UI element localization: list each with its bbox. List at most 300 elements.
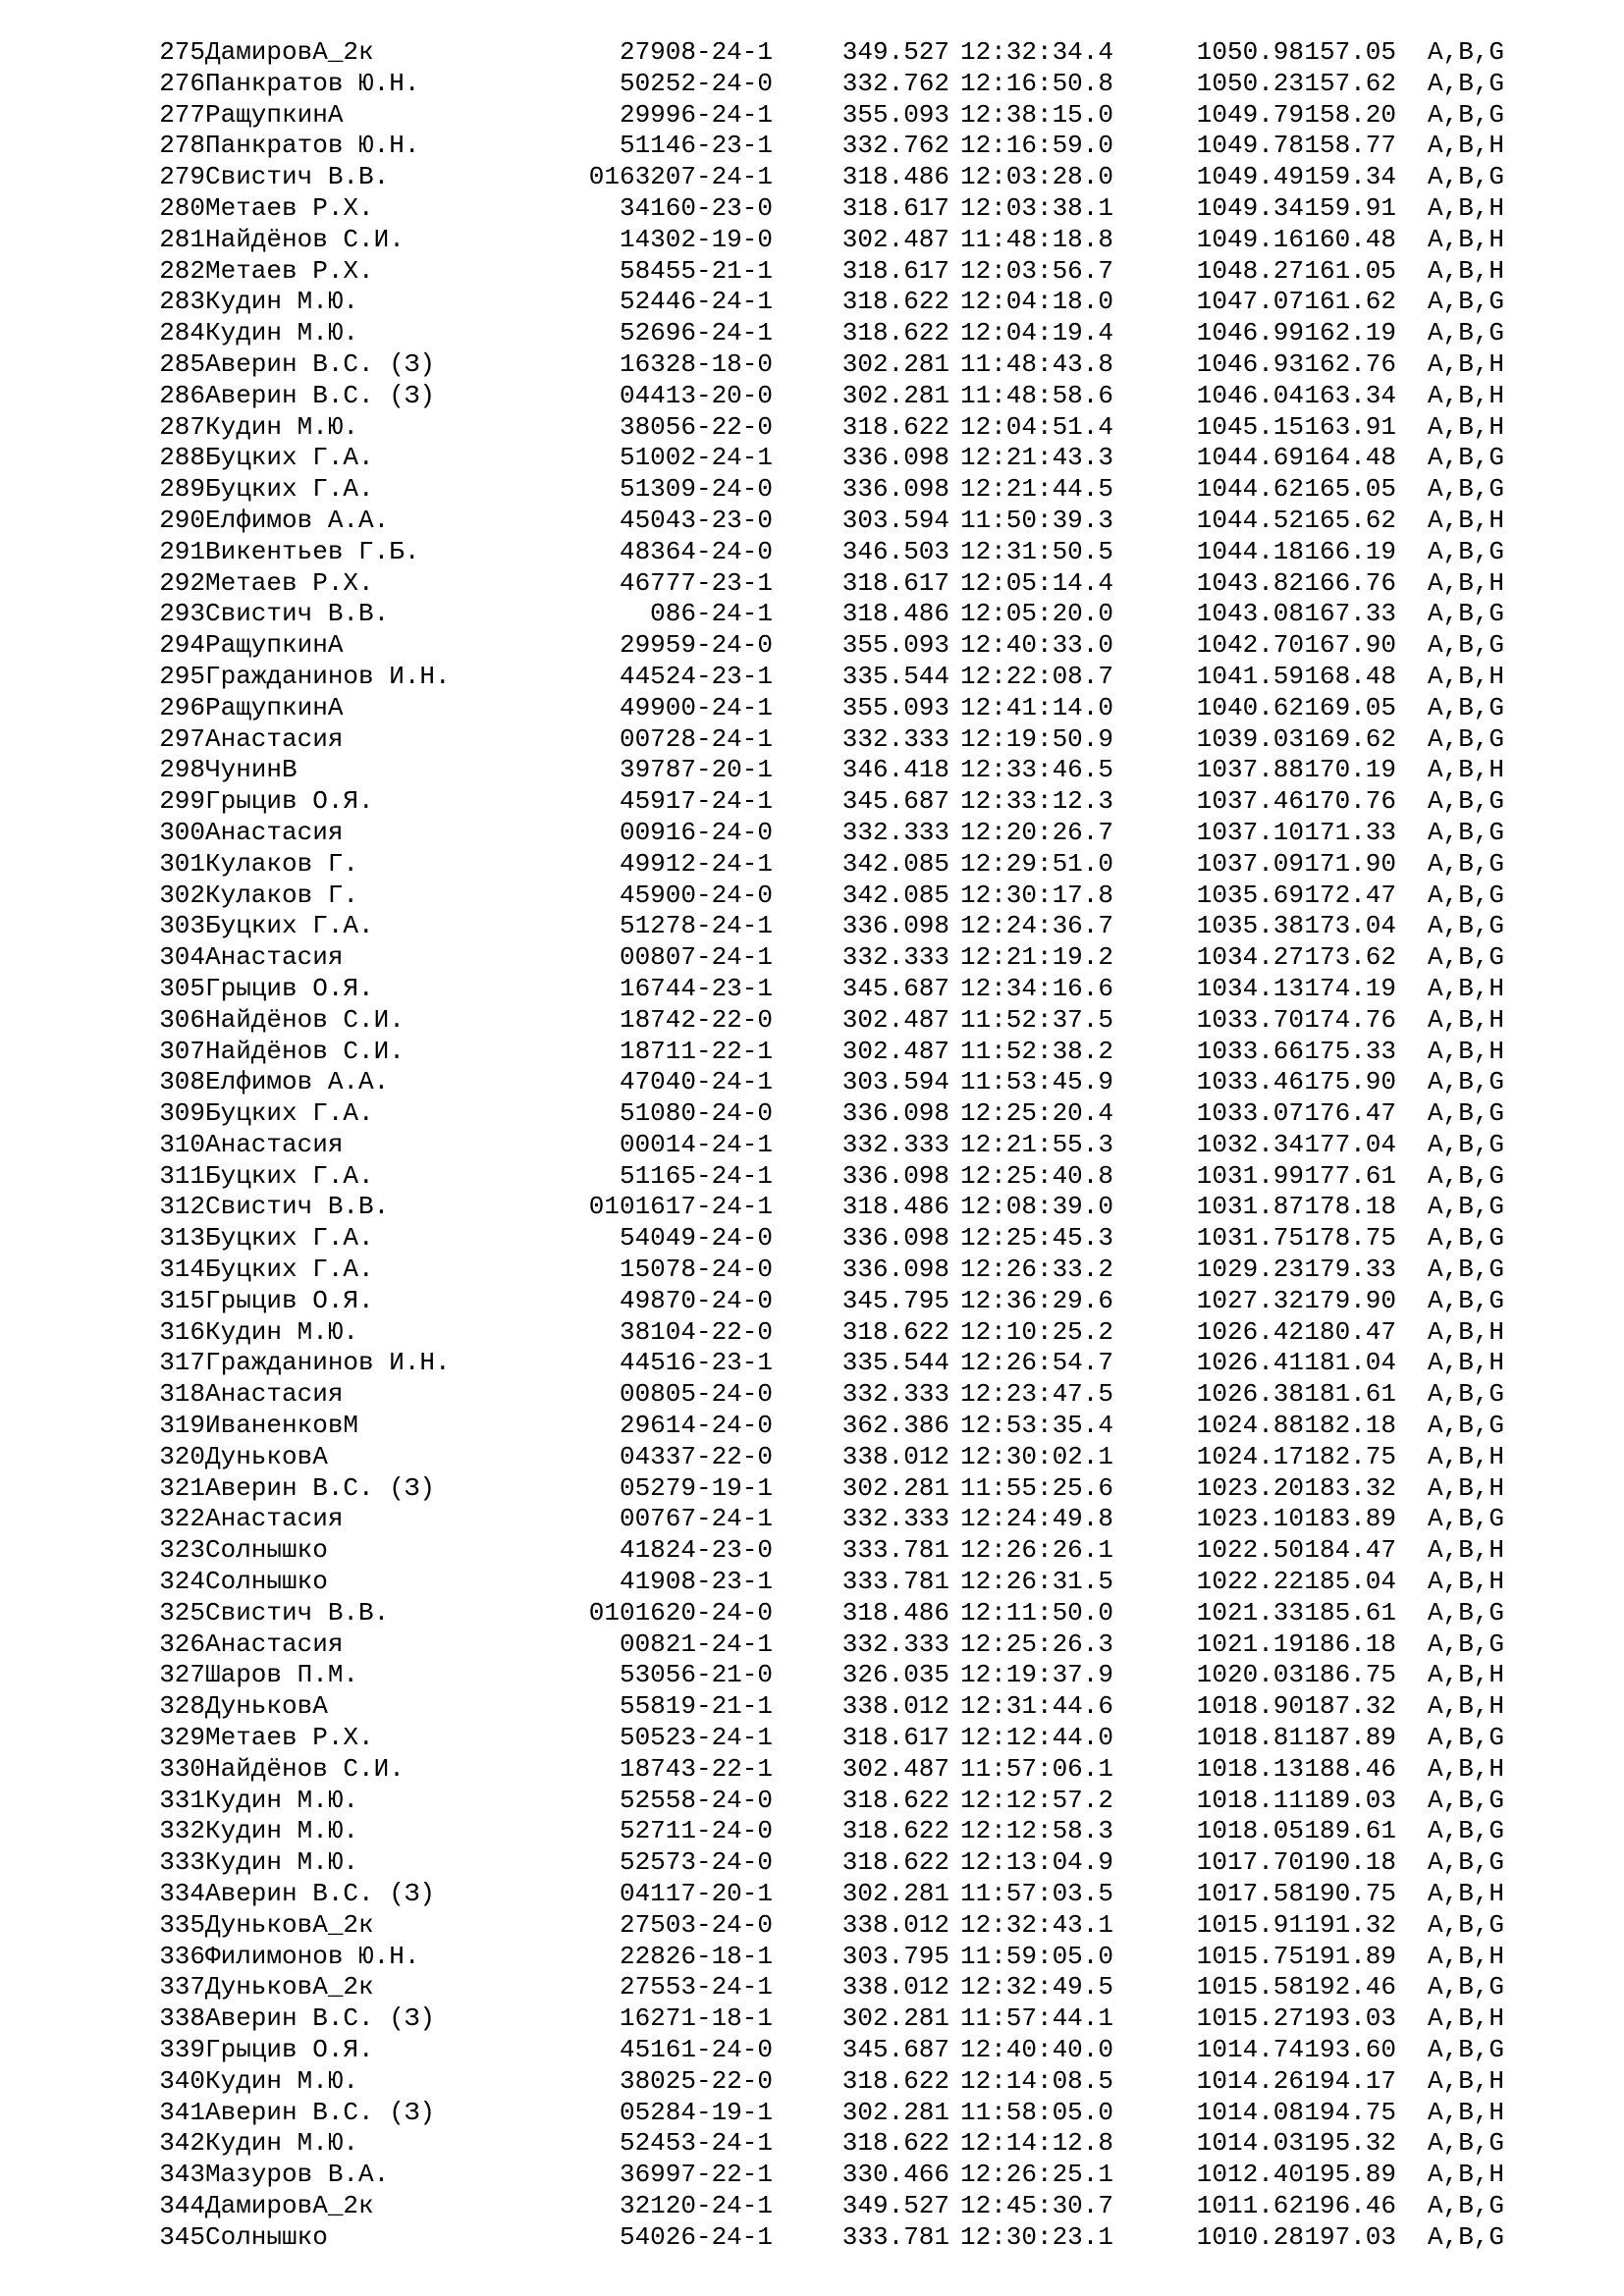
points-cell: 185.61 [1304, 1597, 1396, 1628]
ring-number-cell: 00728-24-1 [619, 723, 773, 754]
fancier-name-cell: Аверин В.С. (З) [205, 380, 436, 410]
speed-cell: 1018.90 [1196, 1691, 1304, 1722]
rank-cell: 345 [159, 2221, 205, 2252]
speed-cell: 1015.27 [1196, 2003, 1304, 2034]
ring-number-cell: 49870-24-0 [619, 1285, 773, 1315]
arrival-time-cell: 12:12:57.2 [959, 1785, 1113, 1815]
arrival-time-cell: 12:13:04.9 [959, 1847, 1113, 1878]
category-cell: A,B,G [1427, 1129, 1504, 1159]
speed-cell: 1026.42 [1196, 1316, 1304, 1347]
distance-cell: 318.486 [841, 1597, 949, 1628]
points-cell: 180.47 [1304, 1316, 1396, 1347]
points-cell: 192.46 [1304, 1972, 1396, 2002]
fancier-name-cell: Анастасия [205, 1129, 344, 1159]
distance-cell: 345.687 [841, 973, 949, 1003]
distance-cell: 330.466 [841, 2160, 949, 2190]
ring-number-cell: 04117-20-1 [619, 1879, 773, 1909]
arrival-time-cell: 12:41:14.0 [959, 692, 1113, 722]
arrival-time-cell: 12:25:26.3 [959, 1629, 1113, 1659]
category-cell: A,B,G [1427, 1597, 1504, 1628]
ring-number-cell: 38056-22-0 [619, 411, 773, 442]
ring-number-cell: 00916-24-0 [619, 817, 773, 847]
table-row [142, 1348, 1504, 1379]
speed-cell: 1023.20 [1196, 1472, 1304, 1503]
distance-cell: 355.093 [841, 99, 949, 130]
category-cell: A,B,G [1427, 318, 1504, 348]
fancier-name-cell: Кудин М.Ю. [205, 1316, 359, 1347]
rank-cell: 311 [159, 1160, 205, 1191]
category-cell: A,B,H [1427, 1316, 1504, 1347]
ring-number-cell: 45900-24-0 [619, 880, 773, 910]
arrival-time-cell: 11:53:45.9 [959, 1067, 1113, 1097]
ring-number-cell: 44516-23-1 [619, 1348, 773, 1378]
fancier-name-cell: Грыцив О.Я. [205, 2035, 374, 2064]
category-cell: A,B,G [1427, 880, 1504, 910]
table-row [142, 2128, 1504, 2160]
fancier-name-cell: Мазуров В.А. [205, 2160, 390, 2190]
table-row [142, 1972, 1504, 2003]
ring-number-cell: 0101617-24-1 [588, 1192, 773, 1222]
rank-cell: 281 [159, 224, 205, 254]
table-row [142, 2098, 1504, 2129]
points-cell: 162.19 [1304, 318, 1396, 348]
ring-number-cell: 49900-24-1 [619, 692, 773, 722]
distance-cell: 333.781 [841, 2221, 949, 2252]
points-cell: 165.62 [1304, 505, 1396, 535]
speed-cell: 1010.28 [1196, 2221, 1304, 2252]
distance-cell: 332.333 [841, 1129, 949, 1159]
arrival-time-cell: 12:22:08.7 [959, 661, 1113, 691]
points-cell: 158.20 [1304, 99, 1396, 130]
fancier-name-cell: Кудин М.Ю. [205, 287, 359, 317]
fancier-name-cell: Найдёнов С.И. [205, 1753, 405, 1784]
ring-number-cell: 52711-24-0 [619, 1816, 773, 1846]
arrival-time-cell: 12:32:43.1 [959, 1909, 1113, 1940]
speed-cell: 1035.69 [1196, 880, 1304, 910]
table-row [142, 1411, 1504, 1442]
rank-cell: 289 [159, 474, 205, 505]
distance-cell: 302.281 [841, 2003, 949, 2034]
arrival-time-cell: 12:31:50.5 [959, 536, 1113, 566]
points-cell: 166.76 [1304, 567, 1396, 598]
category-cell: A,B,G [1427, 1723, 1504, 1753]
points-cell: 175.90 [1304, 1067, 1396, 1097]
fancier-name-cell: Метаев Р.Х. [205, 255, 374, 286]
points-cell: 193.03 [1304, 2003, 1396, 2034]
speed-cell: 1037.09 [1196, 848, 1304, 879]
rank-cell: 296 [159, 692, 205, 722]
category-cell: A,B,H [1427, 1567, 1504, 1597]
arrival-time-cell: 12:04:51.4 [959, 411, 1113, 442]
points-cell: 181.04 [1304, 1348, 1396, 1378]
points-cell: 182.75 [1304, 1441, 1396, 1471]
points-cell: 157.62 [1304, 68, 1396, 98]
points-cell: 167.90 [1304, 630, 1396, 661]
speed-cell: 1032.34 [1196, 1129, 1304, 1159]
arrival-time-cell: 12:38:15.0 [959, 99, 1113, 130]
points-cell: 169.05 [1304, 692, 1396, 722]
distance-cell: 349.527 [841, 2190, 949, 2220]
points-cell: 189.03 [1304, 1785, 1396, 1815]
ring-number-cell: 51146-23-1 [619, 131, 773, 161]
speed-cell: 1022.50 [1196, 1535, 1304, 1566]
table-row [142, 1379, 1504, 1411]
category-cell: A,B,H [1427, 1535, 1504, 1566]
rank-cell: 299 [159, 786, 205, 817]
speed-cell: 1047.07 [1196, 287, 1304, 317]
category-cell: A,B,G [1427, 1255, 1504, 1285]
speed-cell: 1035.38 [1196, 911, 1304, 941]
table-row [142, 786, 1504, 818]
fancier-name-cell: Грыцив О.Я. [205, 973, 374, 1003]
fancier-name-cell: Метаев Р.Х. [205, 192, 374, 223]
category-cell: A,B,G [1427, 162, 1504, 192]
ring-number-cell: 51080-24-0 [619, 1098, 773, 1129]
distance-cell: 318.622 [841, 1847, 949, 1878]
rank-cell: 340 [159, 2065, 205, 2096]
table-row [142, 193, 1504, 225]
category-cell: A,B,H [1427, 2160, 1504, 2190]
ring-number-cell: 51278-24-1 [619, 911, 773, 941]
category-cell: A,B,G [1427, 1285, 1504, 1315]
speed-cell: 1015.58 [1196, 1972, 1304, 2002]
distance-cell: 342.085 [841, 848, 949, 879]
category-cell: A,B,G [1427, 692, 1504, 722]
category-cell: A,B,H [1427, 1036, 1504, 1066]
fancier-name-cell: Гражданинов И.Н. [205, 1348, 451, 1378]
points-cell: 173.62 [1304, 942, 1396, 973]
category-cell: A,B,G [1427, 1785, 1504, 1815]
ring-number-cell: 36997-22-1 [619, 2160, 773, 2190]
category-cell: A,B,G [1427, 1379, 1504, 1410]
category-cell: A,B,H [1427, 1348, 1504, 1378]
arrival-time-cell: 12:31:44.6 [959, 1691, 1113, 1722]
category-cell: A,B,G [1427, 911, 1504, 941]
distance-cell: 326.035 [841, 1660, 949, 1690]
points-cell: 195.32 [1304, 2128, 1396, 2159]
points-cell: 179.90 [1304, 1285, 1396, 1315]
category-cell: A,B,H [1427, 973, 1504, 1003]
table-row [142, 2222, 1504, 2254]
speed-cell: 1014.26 [1196, 2065, 1304, 2096]
table-row [142, 755, 1504, 786]
distance-cell: 345.687 [841, 2035, 949, 2064]
fancier-name-cell: Кудин М.Ю. [205, 1816, 359, 1846]
fancier-name-cell: Буцких Г.А. [205, 1160, 374, 1191]
rank-cell: 329 [159, 1723, 205, 1753]
speed-cell: 1024.17 [1196, 1441, 1304, 1471]
ring-number-cell: 39787-20-1 [619, 755, 773, 785]
table-row [142, 1067, 1504, 1098]
ring-number-cell: 16328-18-0 [619, 348, 773, 379]
points-cell: 197.03 [1304, 2221, 1396, 2252]
speed-cell: 1024.88 [1196, 1411, 1304, 1441]
points-cell: 194.75 [1304, 2097, 1396, 2127]
distance-cell: 332.762 [841, 68, 949, 98]
rank-cell: 343 [159, 2160, 205, 2190]
rank-cell: 328 [159, 1691, 205, 1722]
fancier-name-cell: Кудин М.Ю. [205, 1785, 359, 1815]
speed-cell: 1033.70 [1196, 1004, 1304, 1035]
rank-cell: 314 [159, 1255, 205, 1285]
rank-cell: 309 [159, 1098, 205, 1129]
category-cell: A,B,H [1427, 2097, 1504, 2127]
distance-cell: 333.781 [841, 1535, 949, 1566]
category-cell: A,B,G [1427, 1160, 1504, 1191]
arrival-time-cell: 11:48:58.6 [959, 380, 1113, 410]
category-cell: A,B,G [1427, 1816, 1504, 1846]
ring-number-cell: 05279-19-1 [619, 1472, 773, 1503]
points-cell: 164.48 [1304, 443, 1396, 473]
ring-number-cell: 50252-24-0 [619, 68, 773, 98]
arrival-time-cell: 12:14:08.5 [959, 2065, 1113, 2096]
arrival-time-cell: 11:59:05.0 [959, 1941, 1113, 1971]
table-row [142, 225, 1504, 256]
ring-number-cell: 00821-24-1 [619, 1629, 773, 1659]
arrival-time-cell: 12:23:47.5 [959, 1379, 1113, 1410]
ring-number-cell: 29959-24-0 [619, 630, 773, 661]
arrival-time-cell: 12:24:49.8 [959, 1504, 1113, 1534]
distance-cell: 318.486 [841, 162, 949, 192]
rank-cell: 317 [159, 1348, 205, 1378]
ring-number-cell: 086-24-1 [650, 599, 773, 629]
rank-cell: 282 [159, 255, 205, 286]
fancier-name-cell: Метаев Р.Х. [205, 1723, 374, 1753]
arrival-time-cell: 12:25:40.8 [959, 1160, 1113, 1191]
category-cell: A,B,G [1427, 2221, 1504, 2252]
category-cell: A,B,H [1427, 1472, 1504, 1503]
speed-cell: 1037.88 [1196, 755, 1304, 785]
distance-cell: 302.487 [841, 1753, 949, 1784]
category-cell: A,B,H [1427, 755, 1504, 785]
ring-number-cell: 51165-24-1 [619, 1160, 773, 1191]
table-row [142, 974, 1504, 1005]
fancier-name-cell: Буцких Г.А. [205, 474, 374, 505]
distance-cell: 318.622 [841, 318, 949, 348]
category-cell: A,B,G [1427, 443, 1504, 473]
speed-cell: 1049.79 [1196, 99, 1304, 130]
distance-cell: 318.617 [841, 192, 949, 223]
table-row [142, 1037, 1504, 1068]
points-cell: 177.04 [1304, 1129, 1396, 1159]
rank-cell: 319 [159, 1411, 205, 1441]
fancier-name-cell: Анастасия [205, 723, 344, 754]
speed-cell: 1041.59 [1196, 661, 1304, 691]
ring-number-cell: 41824-23-0 [619, 1535, 773, 1566]
arrival-time-cell: 11:52:37.5 [959, 1004, 1113, 1035]
category-cell: A,B,H [1427, 131, 1504, 161]
ring-number-cell: 14302-19-0 [619, 224, 773, 254]
ring-number-cell: 54049-24-0 [619, 1223, 773, 1254]
distance-cell: 355.093 [841, 630, 949, 661]
points-cell: 159.34 [1304, 162, 1396, 192]
category-cell: A,B,H [1427, 224, 1504, 254]
category-cell: A,B,H [1427, 1941, 1504, 1971]
arrival-time-cell: 12:05:14.4 [959, 567, 1113, 598]
category-cell: A,B,G [1427, 1504, 1504, 1534]
speed-cell: 1037.46 [1196, 786, 1304, 817]
category-cell: A,B,G [1427, 2128, 1504, 2159]
rank-cell: 276 [159, 68, 205, 98]
fancier-name-cell: Кулаков Г. [205, 848, 359, 879]
distance-cell: 318.622 [841, 1785, 949, 1815]
rank-cell: 337 [159, 1972, 205, 2002]
points-cell: 190.18 [1304, 1847, 1396, 1878]
fancier-name-cell: Буцких Г.А. [205, 1098, 374, 1129]
points-cell: 159.91 [1304, 192, 1396, 223]
rank-cell: 315 [159, 1285, 205, 1315]
ring-number-cell: 16271-18-1 [619, 2003, 773, 2034]
rank-cell: 277 [159, 99, 205, 130]
speed-cell: 1049.16 [1196, 224, 1304, 254]
arrival-time-cell: 12:32:49.5 [959, 1972, 1113, 2002]
rank-cell: 331 [159, 1785, 205, 1815]
points-cell: 169.62 [1304, 723, 1396, 754]
arrival-time-cell: 12:08:39.0 [959, 1192, 1113, 1222]
category-cell: A,B,G [1427, 287, 1504, 317]
arrival-time-cell: 11:48:43.8 [959, 348, 1113, 379]
distance-cell: 333.781 [841, 1567, 949, 1597]
speed-cell: 1039.03 [1196, 723, 1304, 754]
arrival-time-cell: 12:26:33.2 [959, 1255, 1113, 1285]
points-cell: 161.05 [1304, 255, 1396, 286]
fancier-name-cell: Викентьев Г.Б. [205, 536, 420, 566]
category-cell: A,B,G [1427, 1411, 1504, 1441]
category-cell: A,B,G [1427, 474, 1504, 505]
points-cell: 173.04 [1304, 911, 1396, 941]
fancier-name-cell: Анастасия [205, 942, 344, 973]
speed-cell: 1046.93 [1196, 348, 1304, 379]
points-cell: 191.89 [1304, 1941, 1396, 1971]
table-row [142, 599, 1504, 630]
table-row [142, 1473, 1504, 1505]
ring-number-cell: 18742-22-0 [619, 1004, 773, 1035]
category-cell: A,B,G [1427, 536, 1504, 566]
distance-cell: 336.098 [841, 443, 949, 473]
category-cell: A,B,H [1427, 1004, 1504, 1035]
table-row [142, 693, 1504, 724]
table-row [142, 1629, 1504, 1661]
distance-cell: 303.594 [841, 1067, 949, 1097]
points-cell: 175.33 [1304, 1036, 1396, 1066]
fancier-name-cell: Аверин В.С. (З) [205, 348, 436, 379]
arrival-time-cell: 12:36:29.6 [959, 1285, 1113, 1315]
speed-cell: 1029.23 [1196, 1255, 1304, 1285]
rank-cell: 287 [159, 411, 205, 442]
rank-cell: 275 [159, 37, 205, 67]
arrival-time-cell: 12:19:50.9 [959, 723, 1113, 754]
table-row [142, 381, 1504, 412]
arrival-time-cell: 11:57:44.1 [959, 2003, 1113, 2034]
arrival-time-cell: 12:24:36.7 [959, 911, 1113, 941]
arrival-time-cell: 12:04:19.4 [959, 318, 1113, 348]
points-cell: 163.34 [1304, 380, 1396, 410]
distance-cell: 302.281 [841, 380, 949, 410]
speed-cell: 1021.19 [1196, 1629, 1304, 1659]
table-row [142, 911, 1504, 942]
category-cell: A,B,G [1427, 99, 1504, 130]
table-row [142, 1567, 1504, 1598]
arrival-time-cell: 12:25:20.4 [959, 1098, 1113, 1129]
category-cell: A,B,H [1427, 1879, 1504, 1909]
speed-cell: 1018.13 [1196, 1753, 1304, 1784]
arrival-time-cell: 12:33:12.3 [959, 786, 1113, 817]
arrival-time-cell: 12:26:26.1 [959, 1535, 1113, 1566]
rank-cell: 286 [159, 380, 205, 410]
speed-cell: 1033.07 [1196, 1098, 1304, 1129]
points-cell: 195.89 [1304, 2160, 1396, 2190]
distance-cell: 318.486 [841, 1192, 949, 1222]
rank-cell: 288 [159, 443, 205, 473]
fancier-name-cell: РащупкинА [205, 630, 344, 661]
table-row [142, 1879, 1504, 1910]
points-cell: 166.19 [1304, 536, 1396, 566]
table-row [142, 256, 1504, 288]
category-cell: A,B,H [1427, 1660, 1504, 1690]
ring-number-cell: 55819-21-1 [619, 1691, 773, 1722]
ring-number-cell: 51002-24-1 [619, 443, 773, 473]
rank-cell: 292 [159, 567, 205, 598]
points-cell: 193.60 [1304, 2035, 1396, 2064]
distance-cell: 336.098 [841, 474, 949, 505]
speed-cell: 1046.99 [1196, 318, 1304, 348]
speed-cell: 1014.08 [1196, 2097, 1304, 2127]
arrival-time-cell: 12:53:35.4 [959, 1411, 1113, 1441]
speed-cell: 1048.27 [1196, 255, 1304, 286]
points-cell: 187.89 [1304, 1723, 1396, 1753]
table-row [142, 1786, 1504, 1817]
distance-cell: 318.486 [841, 599, 949, 629]
speed-cell: 1011.62 [1196, 2190, 1304, 2220]
fancier-name-cell: Елфимов А.А. [205, 1067, 390, 1097]
category-cell: A,B,G [1427, 1847, 1504, 1878]
rank-cell: 332 [159, 1816, 205, 1846]
fancier-name-cell: Грыцив О.Я. [205, 1285, 374, 1315]
distance-cell: 336.098 [841, 1160, 949, 1191]
category-cell: A,B,G [1427, 1192, 1504, 1222]
fancier-name-cell: ЧунинВ [205, 755, 298, 785]
arrival-time-cell: 12:30:02.1 [959, 1441, 1113, 1471]
fancier-name-cell: Кудин М.Ю. [205, 2128, 359, 2159]
speed-cell: 1026.38 [1196, 1379, 1304, 1410]
rank-cell: 312 [159, 1192, 205, 1222]
rank-cell: 342 [159, 2128, 205, 2159]
points-cell: 160.48 [1304, 224, 1396, 254]
speed-cell: 1043.82 [1196, 567, 1304, 598]
distance-cell: 362.386 [841, 1411, 949, 1441]
rank-cell: 344 [159, 2190, 205, 2220]
category-cell: A,B,G [1427, 786, 1504, 817]
points-cell: 183.89 [1304, 1504, 1396, 1534]
table-row [142, 2003, 1504, 2035]
category-cell: A,B,G [1427, 37, 1504, 67]
rank-cell: 304 [159, 942, 205, 973]
fancier-name-cell: Шаров П.М. [205, 1660, 359, 1690]
arrival-time-cell: 12:26:25.1 [959, 2160, 1113, 2190]
ring-number-cell: 00805-24-0 [619, 1379, 773, 1410]
arrival-time-cell: 12:21:43.3 [959, 443, 1113, 473]
fancier-name-cell: ДамировА_2к [205, 37, 374, 67]
category-cell: A,B,H [1427, 255, 1504, 286]
rank-cell: 321 [159, 1472, 205, 1503]
ring-number-cell: 52453-24-1 [619, 2128, 773, 2159]
table-row [142, 1223, 1504, 1255]
arrival-time-cell: 12:14:12.8 [959, 2128, 1113, 2159]
arrival-time-cell: 12:21:44.5 [959, 474, 1113, 505]
speed-cell: 1043.08 [1196, 599, 1304, 629]
distance-cell: 318.617 [841, 255, 949, 286]
rank-cell: 290 [159, 505, 205, 535]
